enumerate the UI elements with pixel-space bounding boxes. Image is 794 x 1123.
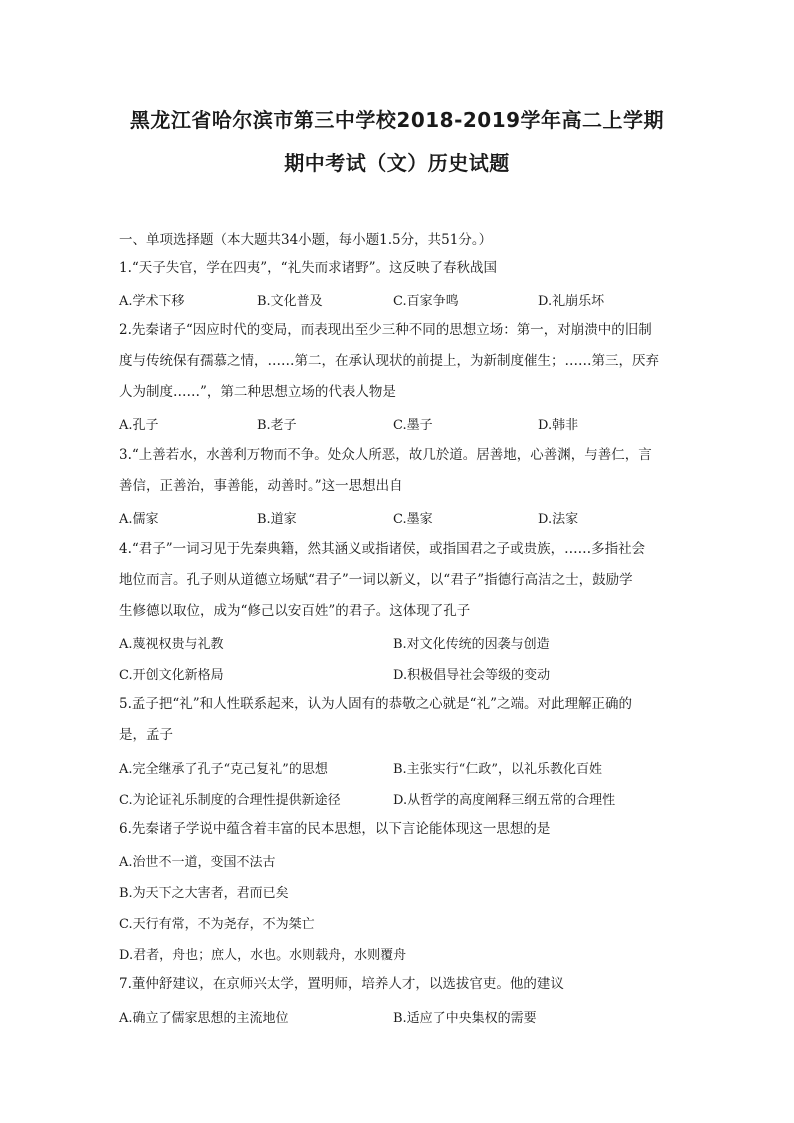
- question-4-stem: [119, 534, 679, 627]
- question-stem-line: 3.“上善若水，水善利万物而不争。处众人所恶，故几於道。居善地，心善渊，与善仁，言: [119, 447, 652, 463]
- question-stem-line: 1.“天子失官，学在四夷”，“礼失而求诸野”。这反映了春秋战国: [119, 260, 497, 276]
- option-d: D.法家: [538, 512, 579, 527]
- option-c: C.墨家: [393, 512, 433, 527]
- exam-title-line-1: 黑龙江省哈尔滨市第三中学校2018-2019学年高二上学期: [129, 108, 665, 132]
- question-5-options-row-1: [119, 758, 679, 780]
- question-stem-line: 6.先秦诸子学说中蕴含着丰富的民本思想，以下言论能体现这一思想的是: [119, 821, 551, 837]
- question-4-options-row-2: [119, 664, 679, 686]
- option-d: D.积极倡导社会等级的变动: [393, 668, 551, 683]
- option-b: B.主张实行“仁政”，以礼乐教化百姓: [393, 762, 602, 777]
- question-6-option-d-row: [119, 944, 679, 966]
- option-a: A.确立了儒家思想的主流地位: [119, 1011, 289, 1026]
- option-b: B.适应了中央集权的需要: [393, 1011, 537, 1026]
- option-a: A.儒家: [119, 512, 159, 527]
- question-stem-line: 4.“君子”一词习见于先秦典籍，然其涵义或指诸侯，或指国君之子或贵族，……多指社会: [119, 541, 646, 557]
- option-b: B.文化普及: [257, 294, 323, 309]
- option-c: C.开创文化新格局: [119, 668, 224, 683]
- question-7-stem: [119, 969, 679, 1000]
- question-3-options: [119, 508, 679, 530]
- section-heading: 一、单项选择题（本大题共34小题，每小题1.5分，共51分。）: [119, 232, 493, 248]
- option-c: C.为论证礼乐制度的合理性提供新途径: [119, 793, 341, 808]
- option-a: A.蔑视权贵与礼教: [119, 637, 224, 652]
- question-6-stem: [119, 814, 679, 845]
- question-6-option-b-row: [119, 882, 679, 904]
- question-stem-line: 5.孟子把“礼”和人性联系起来，认为人固有的恭敬之心就是“礼”之端。对此理解正确的: [119, 696, 632, 712]
- question-stem-line: 2.先秦诸子“因应时代的变局，而表现出至少三种不同的思想立场：第一，对崩溃中的旧制: [119, 322, 652, 338]
- question-6-option-a-row: [119, 851, 679, 873]
- question-4-options-row-1: [119, 633, 679, 655]
- question-stem-line: 地位而言。孔子则从道德立场赋“君子”一词以新义，以“君子”指德行高洁之士，鼓励学: [119, 572, 633, 588]
- option-c: C.墨子: [393, 418, 433, 433]
- question-5-stem: [119, 689, 679, 751]
- question-2-stem: [119, 315, 679, 408]
- option-c: C.百家争鸣: [393, 294, 459, 309]
- question-stem-line: 7.董仲舒建议，在京师兴太学，置明师，培养人才，以选拔官吏。他的建议: [119, 976, 564, 992]
- option-b: B.为天下之大害者，君而已矣: [119, 886, 289, 901]
- question-7-options: [119, 1007, 679, 1029]
- question-6-option-c-row: [119, 913, 679, 935]
- question-stem-line: 是，孟子: [119, 727, 173, 743]
- question-stem-line: 善信，正善治，事善能，动善时。”这一思想出自: [119, 478, 403, 494]
- question-1-options: [119, 290, 679, 312]
- question-stem-line: 生修德以取位，成为“修己以安百姓”的君子。这体现了孔子: [119, 603, 471, 619]
- question-3-stem: [119, 440, 679, 502]
- question-stem-line: 人为制度……”，第二种思想立场的代表人物是: [119, 384, 396, 400]
- option-d: D.韩非: [538, 418, 579, 433]
- question-stem-line: 度与传统保有孺慕之情，……第二，在承认现状的前提上，为新制度催生；……第三，厌弃: [119, 353, 659, 369]
- option-a: A.孔子: [119, 418, 159, 433]
- option-c: C.天行有常，不为尧存，不为桀亡: [119, 917, 315, 932]
- question-2-options: [119, 414, 679, 436]
- option-b: B.道家: [257, 512, 297, 527]
- question-5-options-row-2: [119, 789, 679, 811]
- option-b: B.老子: [257, 418, 297, 433]
- option-a: A.完全继承了孔子“克己复礼”的思想: [119, 762, 328, 777]
- option-a: A.治世不一道，变国不法古: [119, 855, 276, 870]
- option-d: D.君者，舟也；庶人，水也。水则载舟，水则覆舟: [119, 948, 407, 963]
- option-b: B.对文化传统的因袭与创造: [393, 637, 550, 652]
- option-d: D.从哲学的高度阐释三纲五常的合理性: [393, 793, 616, 808]
- exam-title-line-2: 期中考试（文）历史试题: [284, 151, 510, 175]
- option-d: D.礼崩乐坏: [538, 294, 605, 309]
- question-1-stem: [119, 253, 679, 284]
- option-a: A.学术下移: [119, 294, 185, 309]
